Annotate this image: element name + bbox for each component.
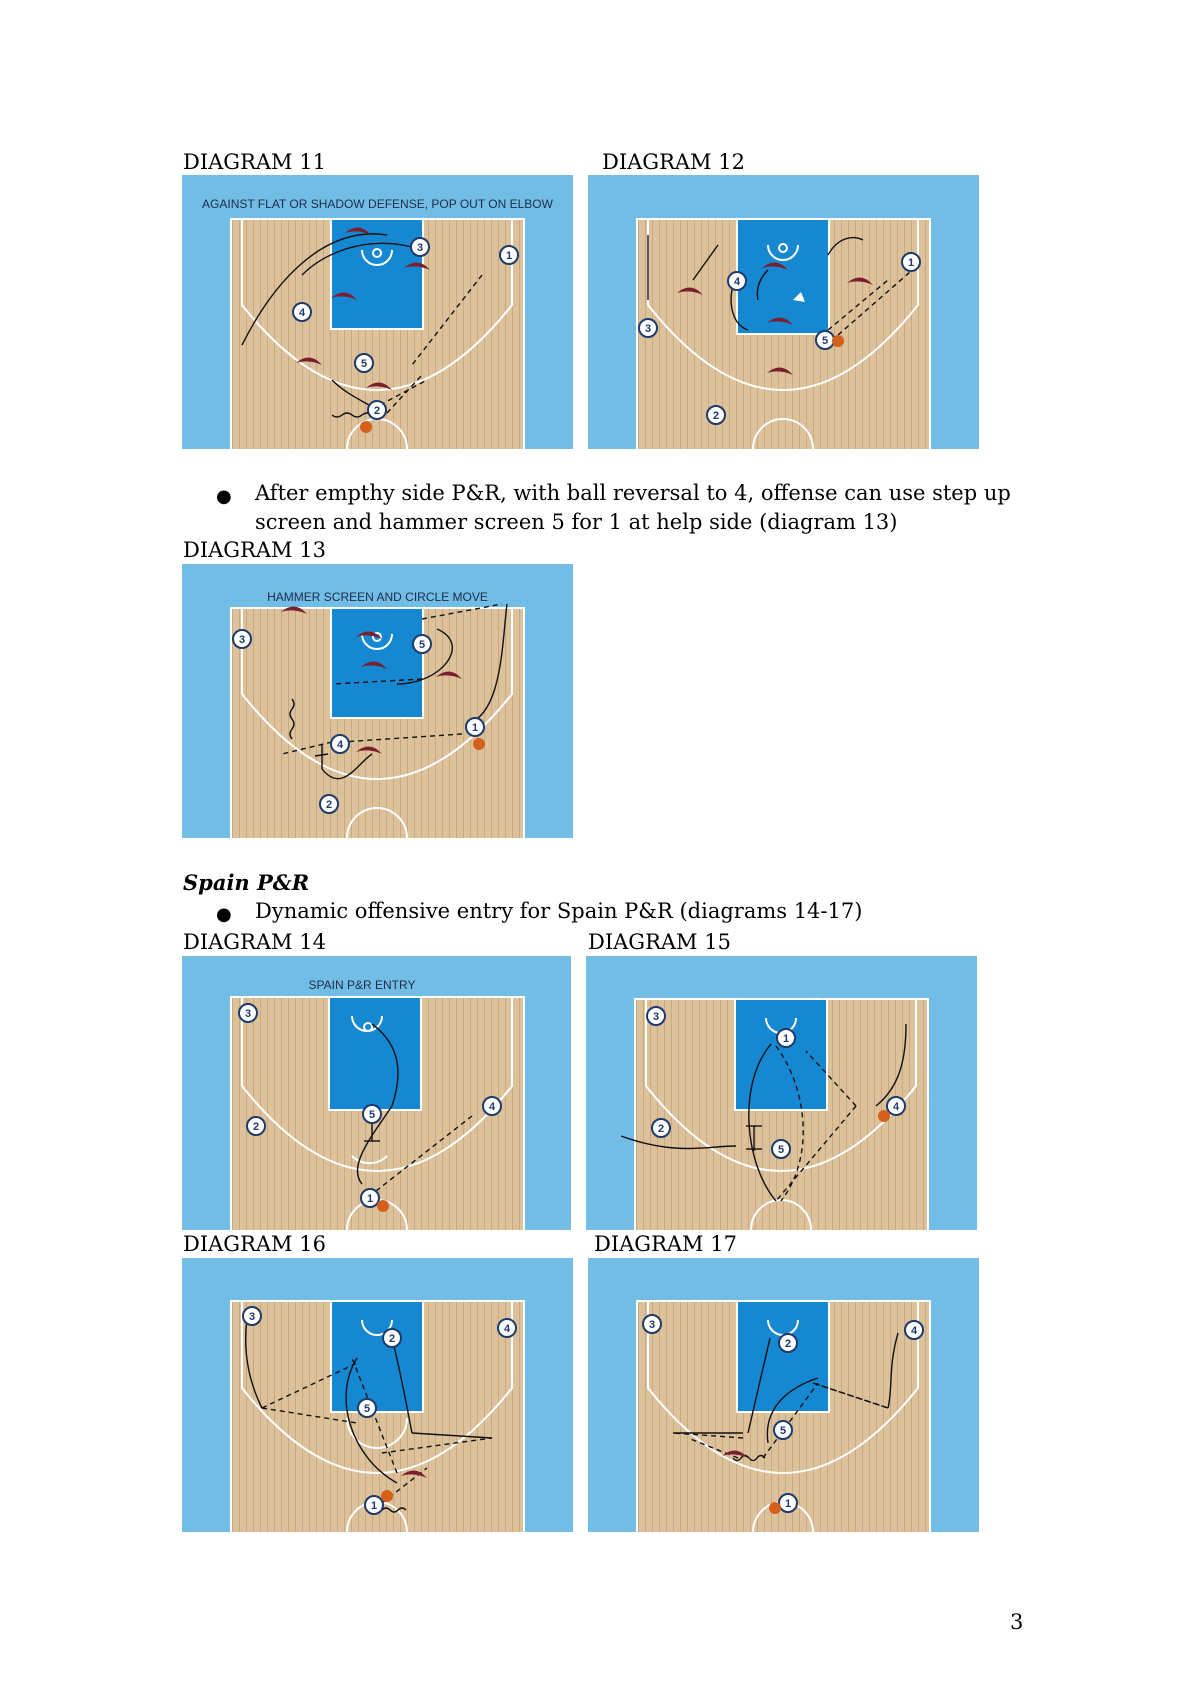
diagram-caption: HAMMER SCREEN AND CIRCLE MOVE [267, 590, 488, 604]
diagram-15-label: DIAGRAM 15 [588, 930, 731, 954]
svg-text:2: 2 [784, 1338, 792, 1350]
svg-text:4: 4 [336, 739, 344, 751]
svg-text:5: 5 [777, 1144, 785, 1156]
svg-text:1: 1 [782, 1033, 790, 1045]
svg-text:4: 4 [733, 276, 741, 288]
svg-text:2: 2 [657, 1123, 665, 1135]
bullet-text-line-1: After empthy side P&R, with ball reversal to 4, offense can use step up [255, 481, 1011, 505]
svg-text:5: 5 [363, 1403, 371, 1415]
svg-text:4: 4 [503, 1323, 511, 1335]
play-diagram [182, 564, 573, 838]
svg-text:5: 5 [360, 358, 368, 370]
diagram-caption: AGAINST FLAT OR SHADOW DEFENSE, POP OUT ON ELBOW [202, 197, 553, 211]
bullet-text-line-2: screen and hammer screen 5 for 1 at help side (diagram 13) [255, 510, 898, 534]
svg-text:3: 3 [648, 1319, 656, 1331]
svg-text:1: 1 [784, 1498, 792, 1510]
diagram-13 [182, 564, 573, 838]
diagram-14-label: DIAGRAM 14 [183, 930, 326, 954]
diagram-17-label: DIAGRAM 17 [594, 1232, 737, 1256]
page-number: 3 [1010, 1610, 1024, 1634]
svg-text:3: 3 [652, 1011, 660, 1023]
play-diagram [182, 956, 571, 1230]
svg-text:2: 2 [325, 799, 333, 811]
play-diagram [588, 1258, 979, 1532]
svg-text:5: 5 [779, 1425, 787, 1437]
section-bullet-text: Dynamic offensive entry for Spain P&R (diagrams 14-17) [255, 899, 863, 923]
svg-text:3: 3 [248, 1311, 256, 1323]
svg-text:3: 3 [644, 323, 652, 335]
play-diagram [588, 175, 979, 449]
diagram-14 [182, 956, 571, 1230]
svg-text:5: 5 [418, 639, 426, 651]
svg-text:1: 1 [471, 722, 479, 734]
bullet-marker: ● [216, 904, 232, 925]
svg-text:3: 3 [416, 242, 424, 254]
svg-text:2: 2 [252, 1121, 260, 1133]
diagram-16 [182, 1258, 573, 1532]
svg-text:4: 4 [910, 1325, 918, 1337]
diagram-16-label: DIAGRAM 16 [183, 1232, 326, 1256]
diagram-caption: SPAIN P&R ENTRY [308, 978, 416, 992]
diagram-12 [588, 175, 979, 449]
svg-text:5: 5 [368, 1109, 376, 1121]
svg-text:1: 1 [505, 250, 513, 262]
diagram-11 [182, 175, 573, 449]
play-diagram [586, 956, 977, 1230]
svg-text:1: 1 [907, 257, 915, 269]
svg-text:5: 5 [821, 335, 829, 347]
svg-text:2: 2 [388, 1333, 396, 1345]
section-title: Spain P&R [183, 870, 310, 895]
diagram-15 [586, 956, 977, 1230]
diagram-17 [588, 1258, 979, 1532]
svg-text:3: 3 [238, 634, 246, 646]
bullet-marker: ● [216, 486, 232, 507]
play-diagram [182, 175, 573, 449]
svg-text:4: 4 [488, 1101, 496, 1113]
play-diagram [182, 1258, 573, 1532]
svg-text:1: 1 [366, 1193, 374, 1205]
svg-text:1: 1 [370, 1500, 378, 1512]
diagram-12-label: DIAGRAM 12 [602, 150, 745, 174]
svg-text:4: 4 [298, 307, 306, 319]
svg-text:3: 3 [244, 1008, 252, 1020]
svg-text:4: 4 [892, 1101, 900, 1113]
svg-text:2: 2 [712, 410, 720, 422]
diagram-13-label: DIAGRAM 13 [183, 538, 326, 562]
diagram-11-label: DIAGRAM 11 [183, 150, 326, 174]
svg-text:2: 2 [373, 405, 381, 417]
